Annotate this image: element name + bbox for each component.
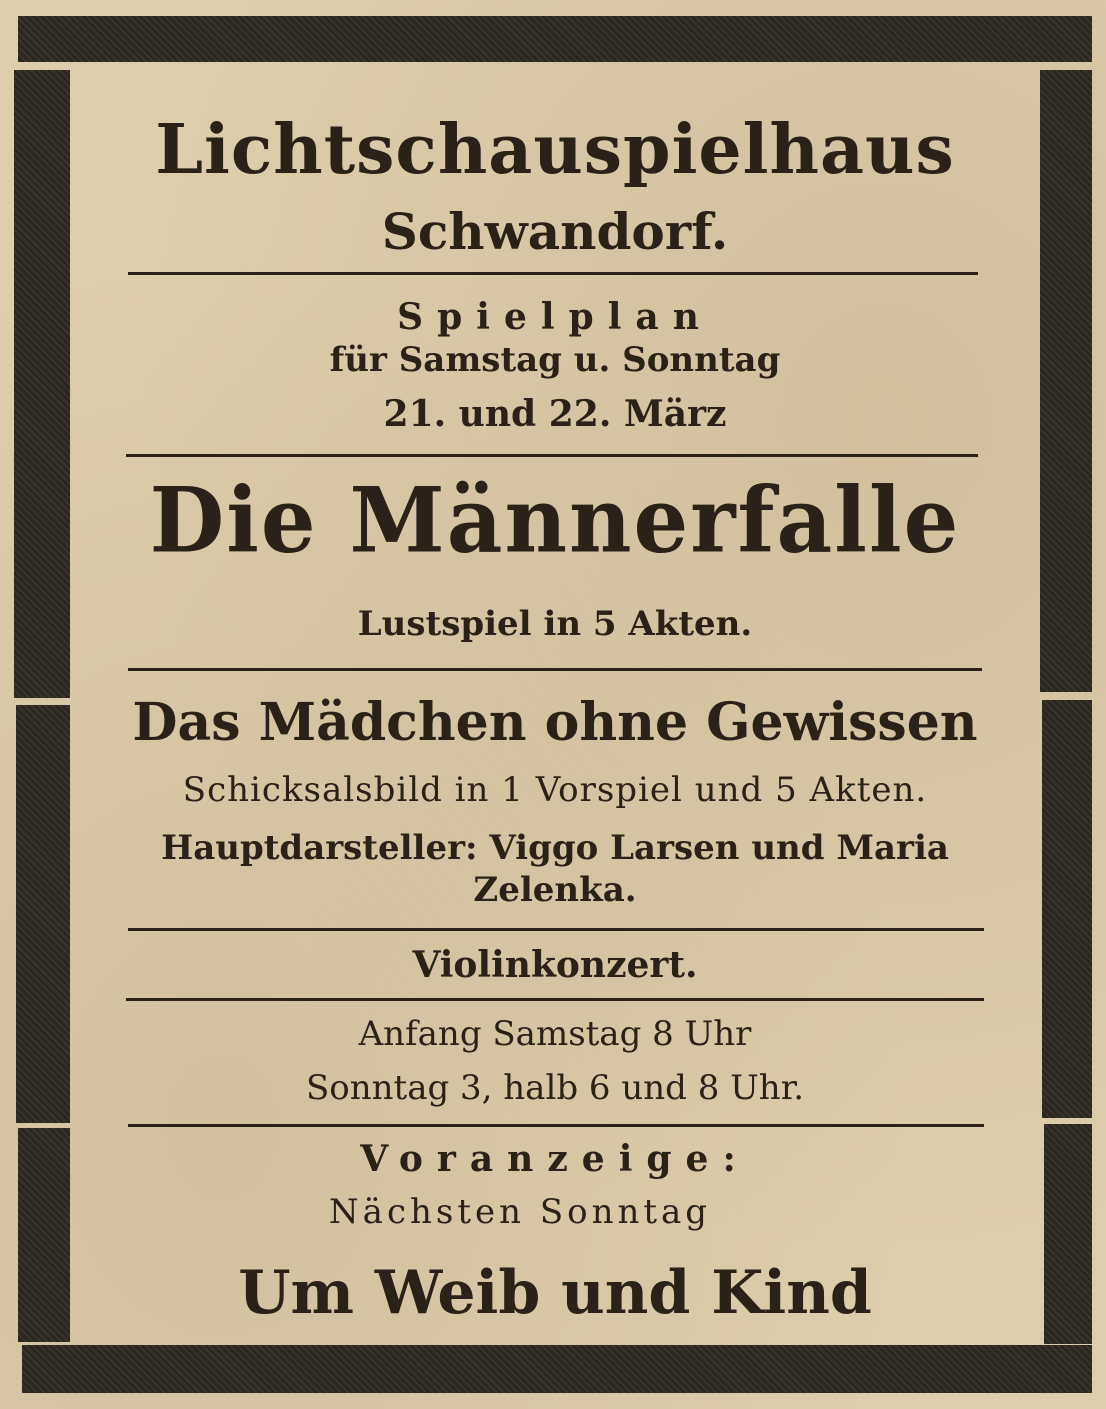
divider [128,272,978,275]
theater-name: Lichtschauspielhaus [155,110,955,190]
border-right [1042,700,1092,1118]
preview-when: Nächsten Sonntag [328,1192,712,1232]
feature-1-description: Lustspiel in 5 Akten. [357,604,753,644]
preview-heading: Voranzeige: [360,1138,750,1180]
divider [128,928,984,931]
music-label: Violinkonzert. [412,944,698,986]
border-bottom [22,1345,1092,1393]
border-left [16,705,70,1123]
feature-1-title: Die Männerfalle [149,467,961,574]
showtime-sunday: Sonntag 3, halb 6 und 8 Uhr. [305,1068,805,1108]
feature-2-cast-continued: Zelenka. [473,870,637,910]
feature-2-title: Das Mädchen ohne Gewissen [132,692,978,753]
divider [128,1124,984,1127]
program-heading: Spielplan [397,296,713,338]
program-days: für Samstag u. Sonntag [329,340,781,380]
border-right [1044,1124,1092,1344]
theater-city: Schwandorf. [381,202,729,261]
border-left [14,70,70,698]
showtime-saturday: Anfang Samstag 8 Uhr [358,1014,752,1054]
border-right [1040,70,1092,692]
divider [126,454,978,457]
divider [128,668,982,671]
program-dates: 21. und 22. März [383,393,727,435]
feature-2-description: Schicksalsbild in 1 Vorspiel und 5 Akten. [182,770,928,810]
feature-2-cast: Hauptdarsteller: Viggo Larsen und Maria [161,828,949,868]
preview-title: Um Weib und Kind [238,1258,872,1328]
border-left [18,1128,70,1342]
border-top [18,16,1092,62]
divider [126,998,984,1001]
